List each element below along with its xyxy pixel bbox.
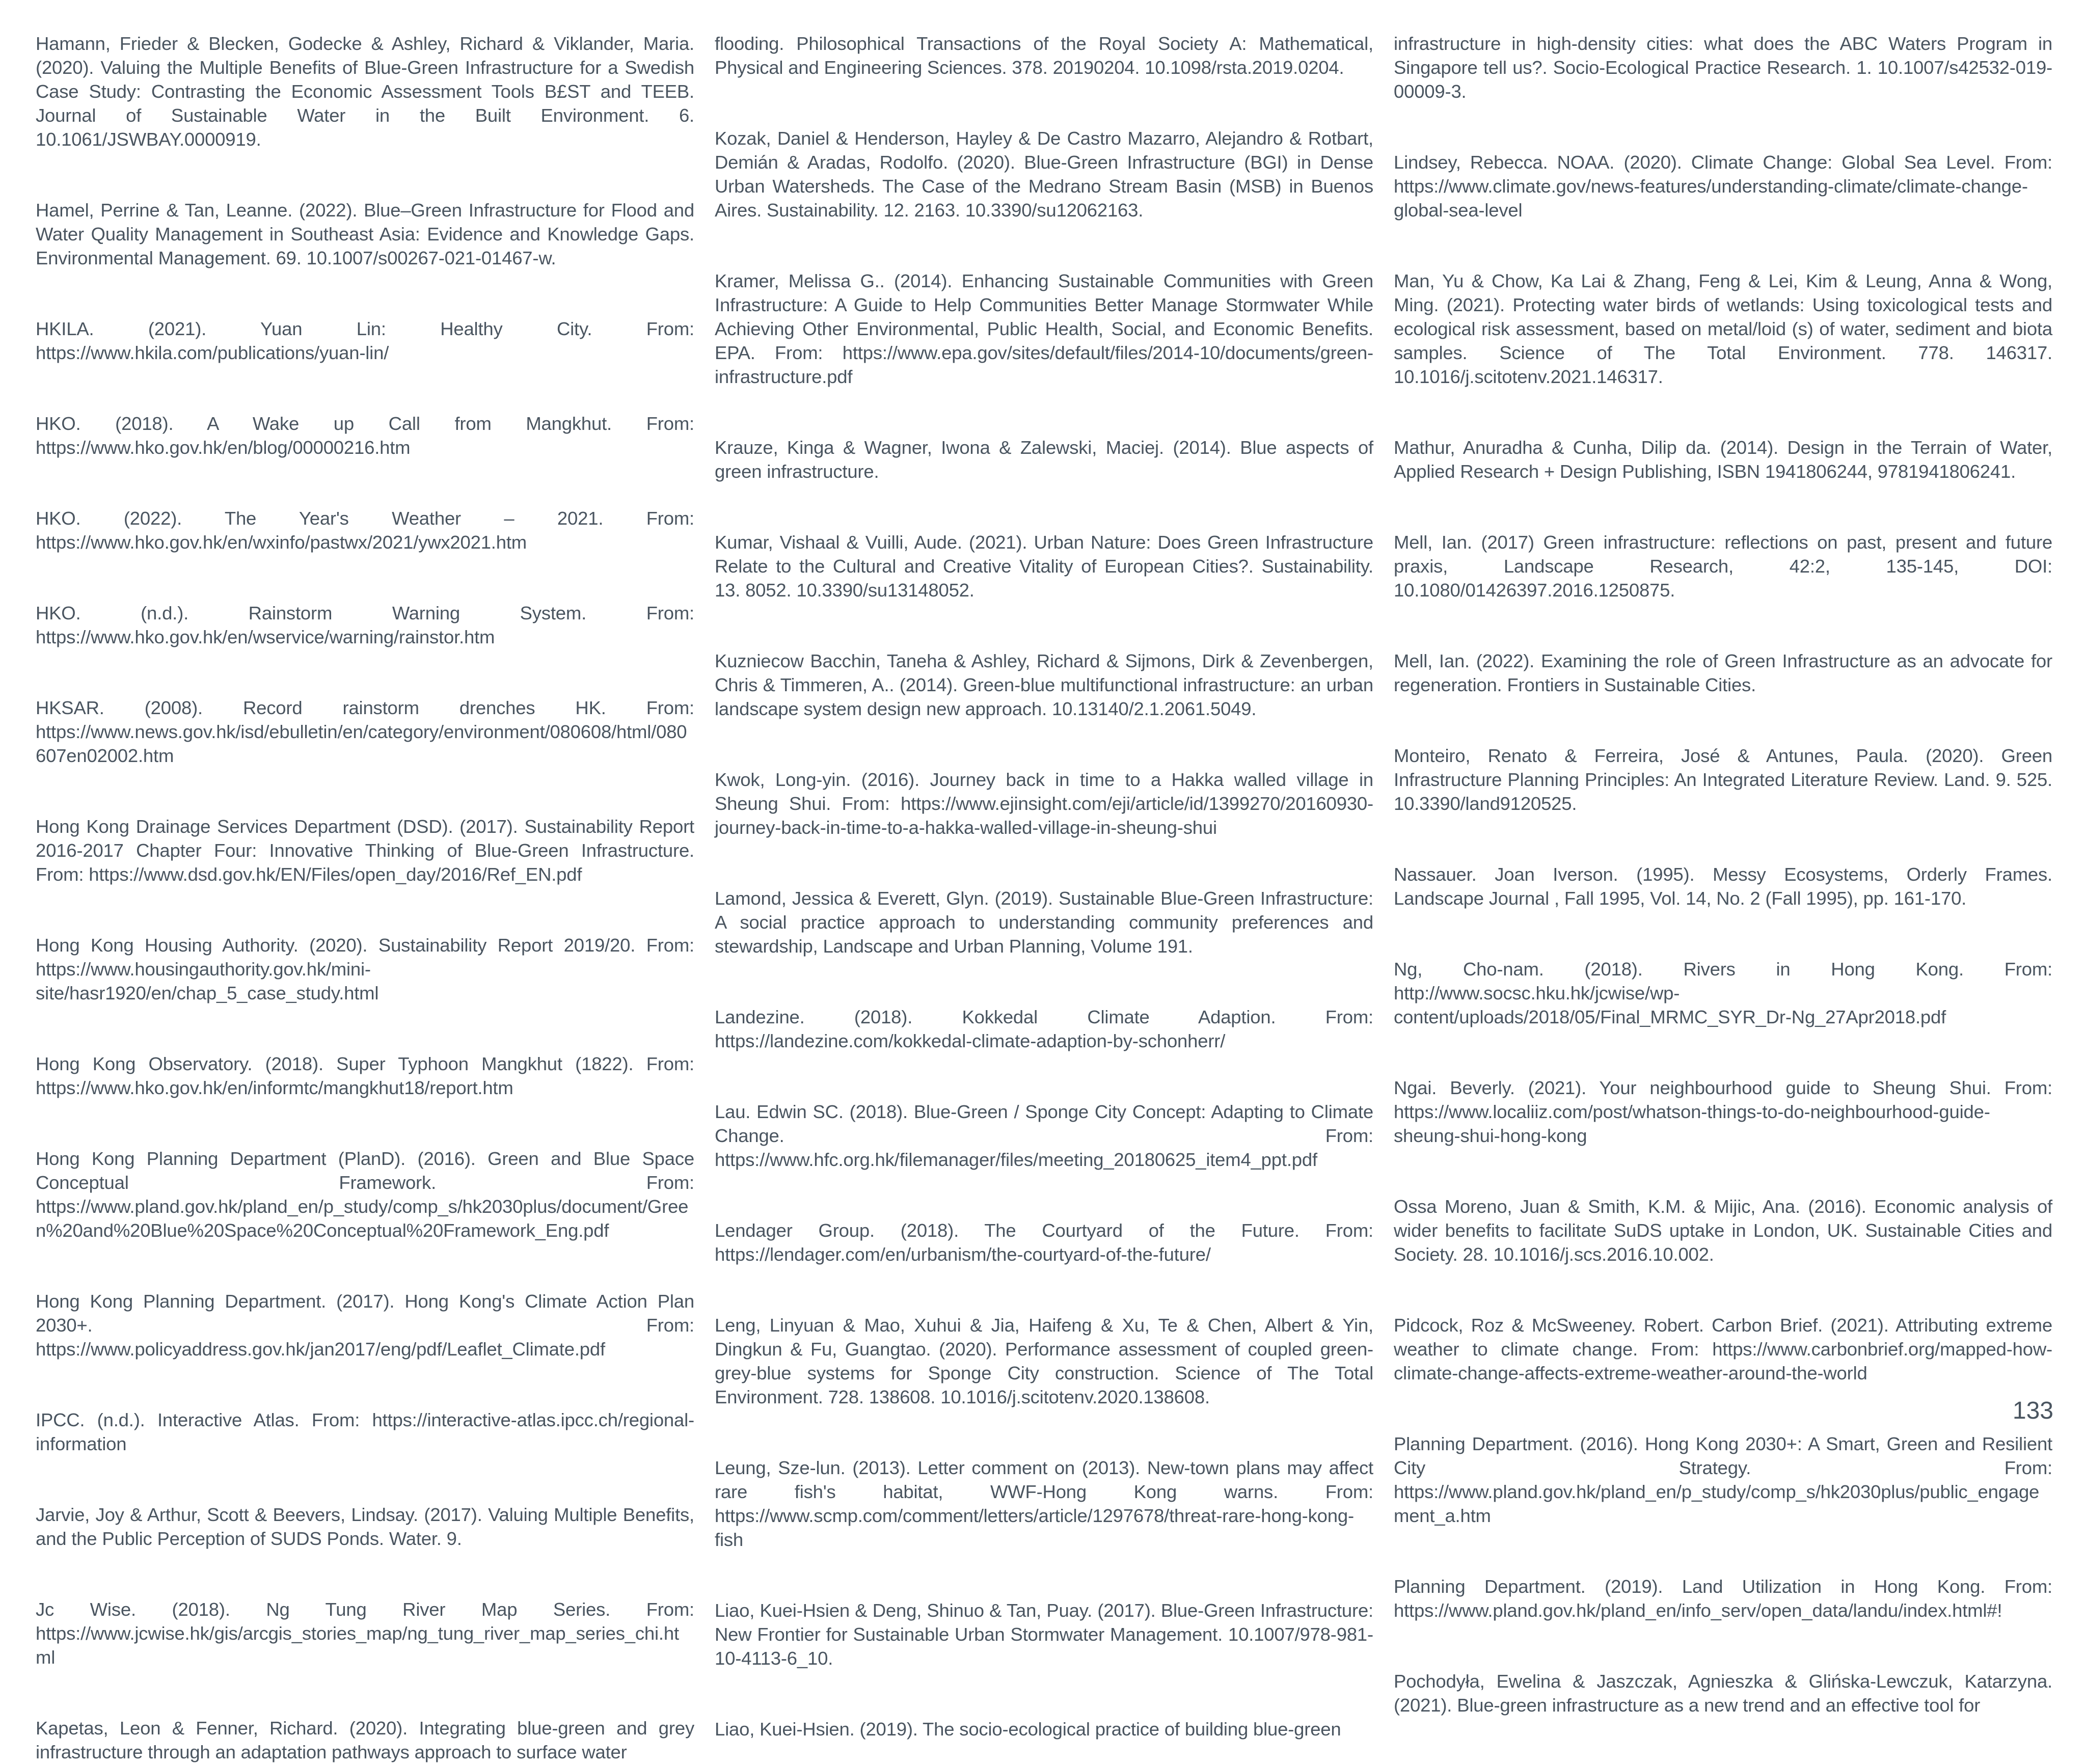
- references-column-left: [36, 32, 694, 1762]
- reference-entry: Kramer, Melissa G.. (2014). Enhancing Sustainable Communities with Green Infrastructure: A Guide to Help Communities Better Manage Stormwater While Achieving Other Environmental, Public Health, Social, and Economic Benefits. EPA. From: https://www.epa.gov/sites/default/files/2014-10/documents/green-infrastructure.pdf: [715, 270, 1373, 387]
- reference-entry: infrastructure in high-density cities: what does the ABC Waters Program in Singapore tell us?. Socio-Ecological Practice Research. 1. 10.1007/s42532-019-00009-3.: [1394, 33, 2052, 102]
- reference-entry: Monteiro, Renato & Ferreira, José & Antunes, Paula. (2020). Green Infrastructure Planning Principles: An Integrated Literature Review. Land. 9. 525. 10.3390/land9120525.: [1394, 745, 2052, 814]
- reference-entry: Jarvie, Joy & Arthur, Scott & Beevers, Lindsay. (2017). Valuing Multiple Benefits, and the Public Perception of SUDS Ponds. Water. 9.: [36, 1504, 694, 1549]
- reference-entry: HKO. (n.d.). Rainstorm Warning System. From: https://www.hko.gov.hk/en/wservice/warning/rainstor.htm: [36, 603, 694, 647]
- reference-entry: Kozak, Daniel & Henderson, Hayley & De Castro Mazarro, Alejandro & Rotbart, Demián & Aradas, Rodolfo. (2020). Blue-Green Infrastructure (BGI) in Dense Urban Watersheds. The Case of the Medrano Stream Basin (MSB) in Buenos Aires. Sustainability. 12. 2163. 10.3390/su12062163.: [715, 128, 1373, 221]
- reference-entry: flooding. Philosophical Transactions of the Royal Society A: Mathematical, Physical and Engineering Sciences. 378. 20190204. 10.1098/rsta.2019.0204.: [715, 33, 1373, 78]
- reference-entry: Hong Kong Drainage Services Department (DSD). (2017). Sustainability Report 2016-2017 Chapter Four: Innovative Thinking of Blue-Green Infrastructure. From: https://www.dsd.gov.hk/EN/Files/open_day/2016/Ref_EN.pdf: [36, 816, 694, 885]
- reference-entry: Liao, Kuei-Hsien & Deng, Shinuo & Tan, Puay. (2017). Blue-Green Infrastructure: New Frontier for Sustainable Urban Stormwater Management. 10.1007/978-981-10-4113-6_10.: [715, 1600, 1373, 1669]
- reference-entry: Hong Kong Planning Department (PlanD). (2016). Green and Blue Space Conceptual Framework. From: https://www.pland.gov.hk/pland_en/p_study/comp_s/hk2030plus/document/Green%20and%20Blue%20Space%20Conceptual%20Framework_Eng.pdf: [36, 1148, 694, 1241]
- reference-entry: Kapetas, Leon & Fenner, Richard. (2020). Integrating blue-green and grey infrastructure through an adaptation pathways approach to surface water: [36, 1718, 694, 1762]
- reference-entry: Hong Kong Housing Authority. (2020). Sustainability Report 2019/20. From: https://www.housingauthority.gov.hk/mini-site/hasr1920/en/chap_5_case_study.html: [36, 935, 694, 1003]
- reference-entry: Kwok, Long-yin. (2016). Journey back in time to a Hakka walled village in Sheung Shui. From: https://www.ejinsight.com/eji/article/id/1399270/20160930-journey-back-in-time-to-a-hakka-walled-village-in-sheung-shui: [715, 769, 1373, 838]
- reference-entry: Hamel, Perrine & Tan, Leanne. (2022). Blue–Green Infrastructure for Flood and Water Quality Management in Southeast Asia: Evidence and Knowledge Gaps. Environmental Management. 69. 10.1007/s00267-021-01467-w.: [36, 200, 694, 268]
- reference-entry: Hong Kong Planning Department. (2017). Hong Kong's Climate Action Plan 2030+. From: https://www.policyaddress.gov.hk/jan2017/eng/pdf/Leaflet_Climate.pdf: [36, 1291, 694, 1360]
- reference-entry: Ossa Moreno, Juan & Smith, K.M. & Mijic, Ana. (2016). Economic analysis of wider benefits to facilitate SuDS uptake in London, UK. Sustainable Cities and Society. 28. 10.1016/j.scs.2016.10.002.: [1394, 1196, 2052, 1265]
- reference-entry: Mell, Ian. (2017) Green infrastructure: reflections on past, present and future praxis, Landscape Research, 42:2, 135-145, DOI: 10.1080/01426397.2016.1250875.: [1394, 532, 2052, 601]
- reference-entry: Leung, Sze-lun. (2013). Letter comment on (2013). New-town plans may affect rare fish's habitat, WWF-Hong Kong warns. From: https://www.scmp.com/comment/letters/article/1297678/threat-rare-hong-kong-fish: [715, 1457, 1373, 1550]
- reference-entry: Ngai. Beverly. (2021). Your neighbourhood guide to Sheung Shui. From: https://www.localiiz.com/post/whatson-things-to-do-neighbourhood-guide-sheung-shui-hong-kong: [1394, 1077, 2052, 1146]
- reference-entry: Pochodyła, Ewelina & Jaszczak, Agnieszka & Glińska-Lewczuk, Katarzyna. (2021). Blue-green infrastructure as a new trend and an effective tool for: [1394, 1671, 2052, 1716]
- reference-entry: HKO. (2018). A Wake up Call from Mangkhut. From: https://www.hko.gov.hk/en/blog/00000216.htm: [36, 413, 694, 458]
- reference-entry: HKSAR. (2008). Record rainstorm drenches HK. From: https://www.news.gov.hk/isd/ebulletin/en/category/environment/080608/html/080607en02002.htm: [36, 697, 694, 766]
- reference-entry: IPCC. (n.d.). Interactive Atlas. From: https://interactive-atlas.ipcc.ch/regional-information: [36, 1409, 694, 1454]
- reference-entry: Hamann, Frieder & Blecken, Godecke & Ashley, Richard & Viklander, Maria. (2020). Valuing the Multiple Benefits of Blue-Green Infrastructure for a Swedish Case Study: Contrasting the Economic Assessment Tools B£ST and TEEB. Journal of Sustainable Water in the Built Environment. 6. 10.1061/JSWBAY.0000919.: [36, 33, 694, 150]
- reference-entry: HKO. (2022). The Year's Weather – 2021. From: https://www.hko.gov.hk/en/wxinfo/pastwx/2021/ywx2021.htm: [36, 508, 694, 553]
- reference-entry: Liao, Kuei-Hsien. (2019). The socio-ecological practice of building blue-green: [715, 1719, 1341, 1740]
- reference-entry: Kumar, Vishaal & Vuilli, Aude. (2021). Urban Nature: Does Green Infrastructure Relate to the Cultural and Creative Vitality of European Cities?. Sustainability. 13. 8052. 10.3390/su13148052.: [715, 532, 1373, 601]
- references-column-middle: [715, 32, 1373, 1740]
- reference-entry: Planning Department. (2016). Hong Kong 2030+: A Smart, Green and Resilient City Strategy. From: https://www.pland.gov.hk/pland_en/p_study/comp_s/hk2030plus/public_engagement_a.htm: [1394, 1433, 2052, 1526]
- reference-entry: Man, Yu & Chow, Ka Lai & Zhang, Feng & Lei, Kim & Leung, Anna & Wong, Ming. (2021). Protecting water birds of wetlands: Using toxicological tests and ecological risk assessment, based on metal/loid (s) of water, sediment and biota samples. Science of The Total Environment. 778. 146317. 10.1016/j.scitotenv.2021.146317.: [1394, 270, 2052, 387]
- reference-entry: Jc Wise. (2018). Ng Tung River Map Series. From: https://www.jcwise.hk/gis/arcgis_stories_map/ng_tung_river_map_series_chi.html: [36, 1599, 694, 1668]
- reference-entry: HKILA. (2021). Yuan Lin: Healthy City. From: https://www.hkila.com/publications/yuan-lin/: [36, 318, 694, 363]
- reference-entry: Leng, Linyuan & Mao, Xuhui & Jia, Haifeng & Xu, Te & Chen, Albert & Yin, Dingkun & Fu, Guangtao. (2020). Performance assessment of coupled green-grey-blue systems for Sponge City construction. Science of The Total Environment. 728. 138608. 10.1016/j.scitotenv.2020.138608.: [715, 1315, 1373, 1407]
- reference-entry: Krauze, Kinga & Wagner, Iwona & Zalewski, Maciej. (2014). Blue aspects of green infrastructure.: [715, 437, 1373, 482]
- reference-entry: Lindsey, Rebecca. NOAA. (2020). Climate Change: Global Sea Level. From: https://www.climate.gov/news-features/understanding-climate/climate-change-global-sea-level: [1394, 152, 2052, 221]
- reference-entry: Landezine. (2018). Kokkedal Climate Adaption. From: https://landezine.com/kokkedal-climate-adaption-by-schonherr/: [715, 1007, 1373, 1051]
- reference-entry: Mell, Ian. (2022). Examining the role of Green Infrastructure as an advocate for regeneration. Frontiers in Sustainable Cities.: [1394, 650, 2052, 695]
- reference-entry: Lamond, Jessica & Everett, Glyn. (2019). Sustainable Blue-Green Infrastructure: A social practice approach to understanding community preferences and stewardship, Landscape and Urban Planning, Volume 191.: [715, 888, 1373, 957]
- reference-entry: Nassauer. Joan Iverson. (1995). Messy Ecosystems, Orderly Frames. Landscape Journal , Fall 1995, Vol. 14, No. 2 (Fall 1995), pp. 161-170.: [1394, 864, 2052, 909]
- reference-entry: Mathur, Anuradha & Cunha, Dilip da. (2014). Design in the Terrain of Water, Applied Research + Design Publishing, ISBN 1941806244, 9781941806241.: [1394, 437, 2052, 482]
- reference-entry: Ng, Cho-nam. (2018). Rivers in Hong Kong. From: http://www.socsc.hku.hk/jcwise/wp-content/uploads/2018/05/Final_MRMC_SYR_Dr-Ng_27Apr2018.pdf: [1394, 959, 2052, 1027]
- reference-entry: Lau. Edwin SC. (2018). Blue-Green / Sponge City Concept: Adapting to Climate Change. From: https://www.hfc.org.hk/filemanager/files/meeting_20180625_item4_ppt.pdf: [715, 1101, 1373, 1170]
- reference-entry: Pidcock, Roz & McSweeney. Robert. Carbon Brief. (2021). Attributing extreme weather to climate change. From: https://www.carbonbrief.org/mapped-how-climate-change-affects-extreme-weather-around-the-world: [1394, 1315, 2052, 1383]
- reference-entry: Planning Department. (2019). Land Utilization in Hong Kong. From: https://www.pland.gov.hk/pland_en/info_serv/open_data/landu/index.html#!: [1394, 1576, 2052, 1621]
- page-number: 133: [2012, 1397, 2053, 1424]
- reference-entry: Kuzniecow Bacchin, Taneha & Ashley, Richard & Sijmons, Dirk & Zevenbergen, Chris & Timmeren, A.. (2014). Green-blue multifunctional infrastructure: an urban landscape system design new approach. 10.13140/2.1.2061.5049.: [715, 650, 1373, 719]
- reference-entry: Hong Kong Observatory. (2018). Super Typhoon Mangkhut (1822). From: https://www.hko.gov.hk/en/informtc/mangkhut18/report.htm: [36, 1053, 694, 1098]
- reference-entry: Lendager Group. (2018). The Courtyard of the Future. From: https://lendager.com/en/urbanism/the-courtyard-of-the-future/: [715, 1220, 1373, 1265]
